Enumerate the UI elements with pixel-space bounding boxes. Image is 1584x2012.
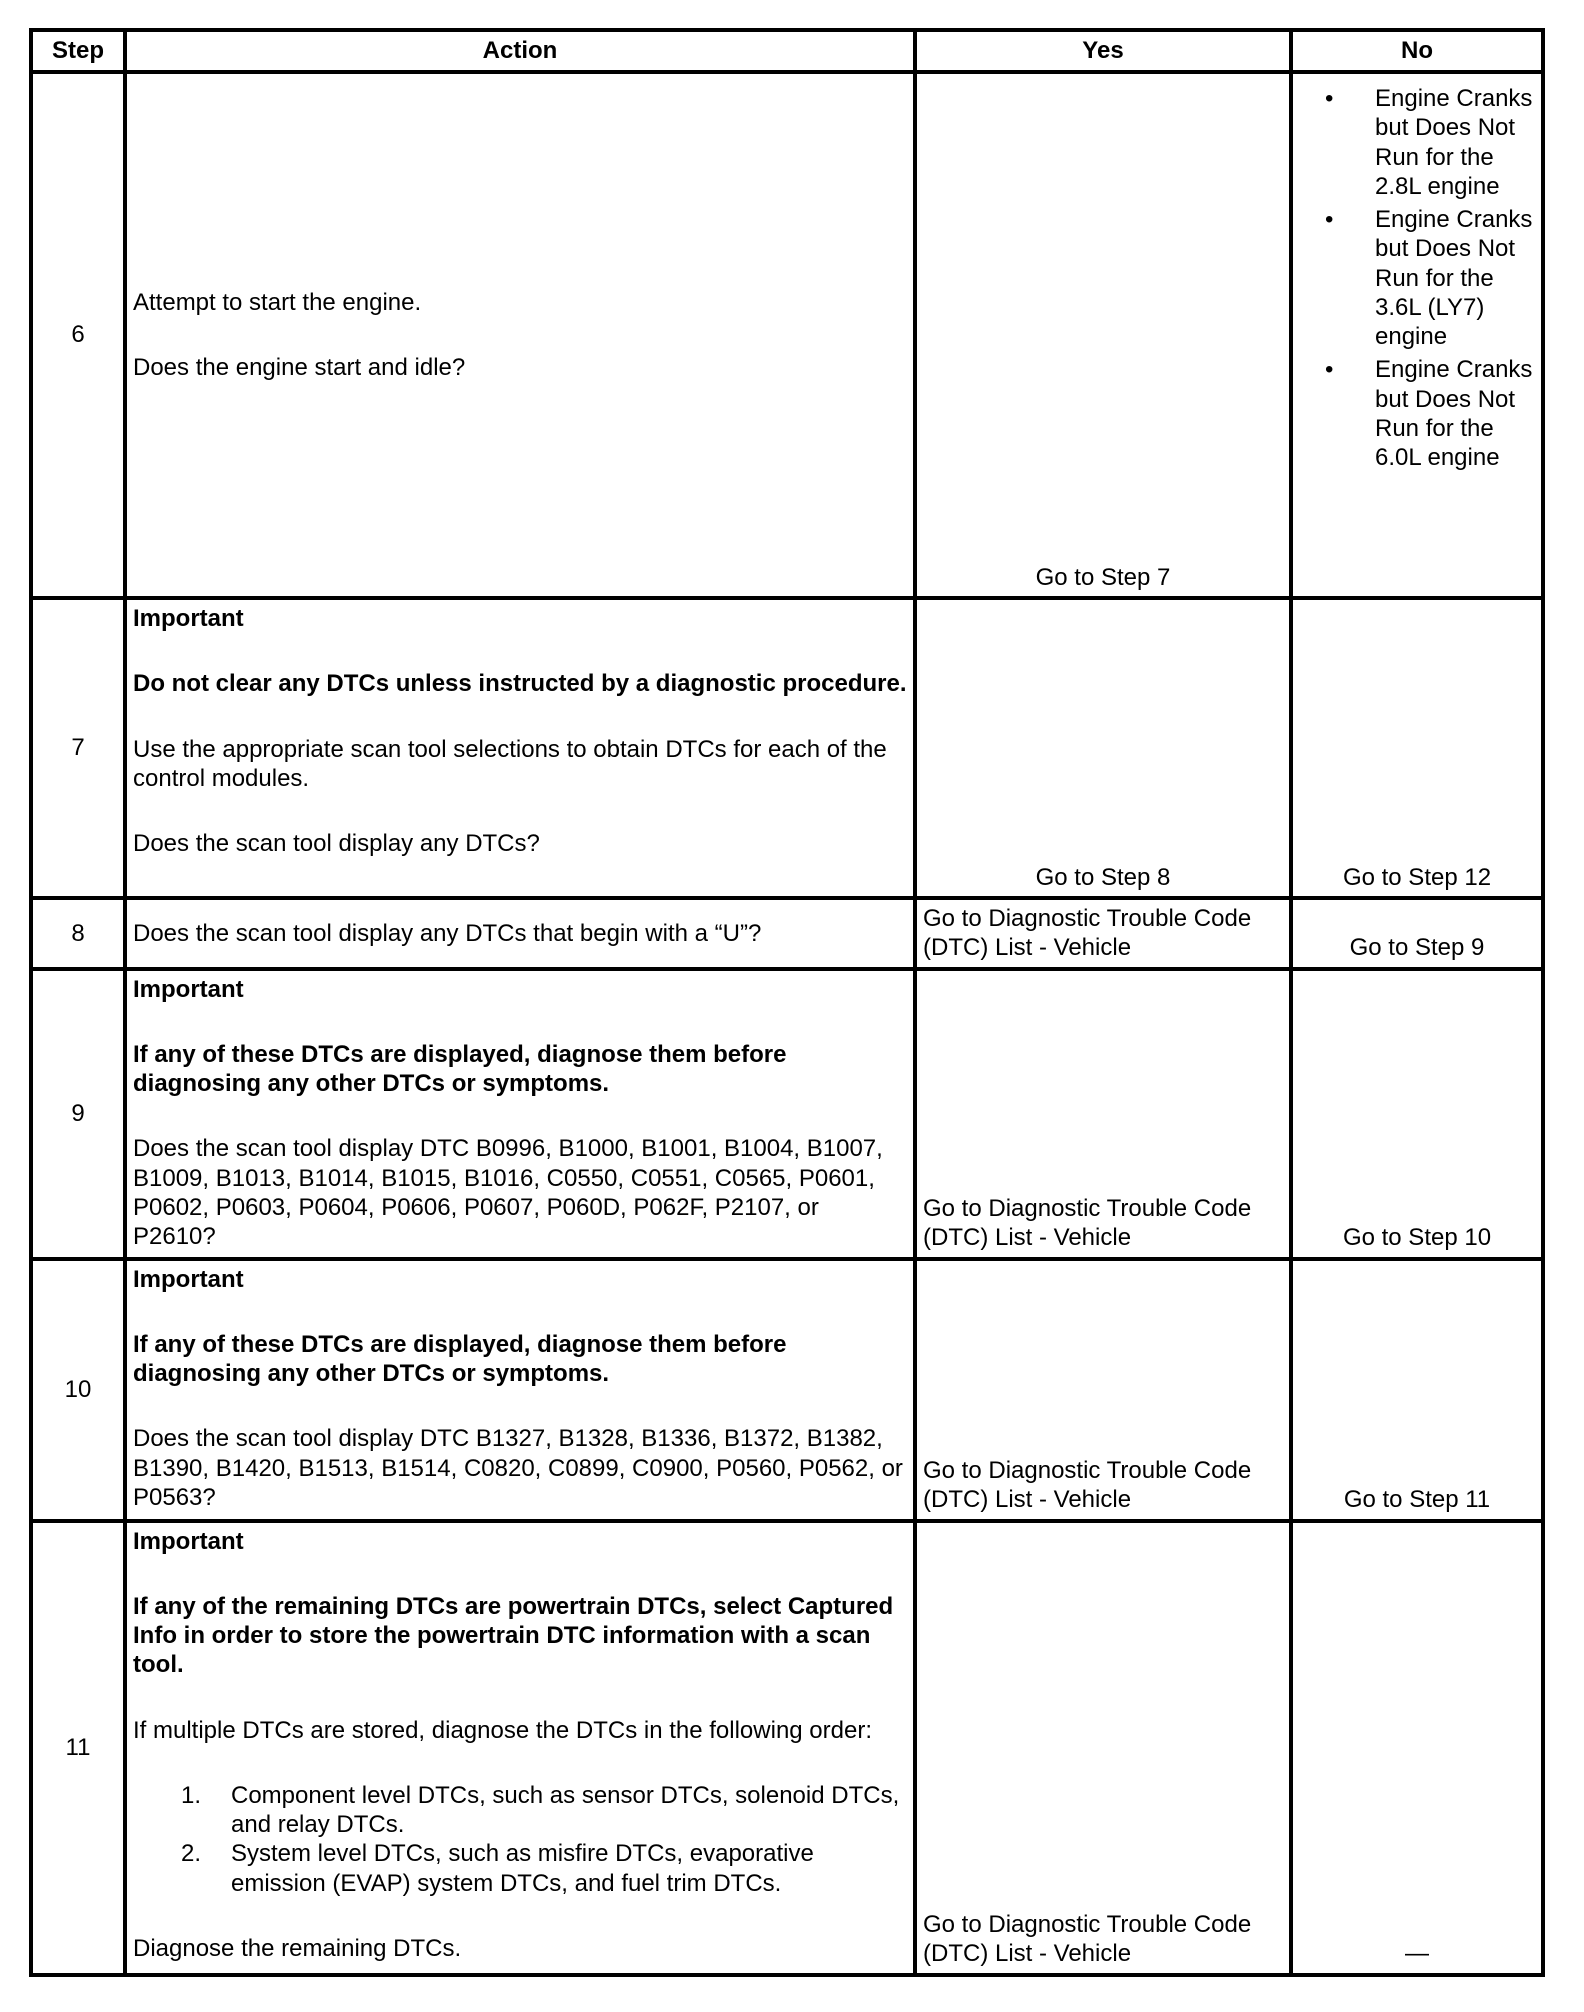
yes-link[interactable]: Go to Diagnostic Trouble Code (DTC) List - Vehicle <box>923 1911 1252 1968</box>
step-number: 9 <box>31 969 125 1259</box>
important-note: Do not clear any DTCs unless instructed by a diagnostic procedure. <box>133 670 907 698</box>
no-options-list <box>1299 84 1535 472</box>
table-row-step-9 <box>31 969 1543 1259</box>
important-label: Important <box>133 1527 244 1555</box>
list-item[interactable]: • Engine Cranks but Does Not Run for the 3.6L (LY7) engine <box>1325 206 1533 351</box>
list-item: 2. System level DTCs, such as misfire DTCs, evaporative emission (EVAP) system DTCs, and fuel trim DTCs. <box>181 1840 814 1897</box>
action-text: If multiple DTCs are stored, diagnose the DTCs in the following order: <box>133 1716 872 1744</box>
bullet-icon: • <box>1325 206 1334 234</box>
step-number: 11 <box>31 1521 125 1975</box>
no-cell <box>1291 72 1543 598</box>
step-number: 6 <box>31 72 125 598</box>
yes-link[interactable]: Go to Diagnostic Trouble Code (DTC) List - Vehicle <box>923 1195 1252 1252</box>
header-row <box>31 30 1543 72</box>
header-action: Action <box>125 30 915 72</box>
yes-cell <box>915 598 1291 898</box>
action-question: Does the engine start and idle? <box>133 354 466 381</box>
header-yes: Yes <box>915 30 1291 72</box>
action-cell <box>125 72 915 598</box>
important-note: If any of the remaining DTCs are powertrain DTCs, select Captured Info in order to store the powertrain DTC information with a scan tool. <box>133 1592 894 1679</box>
yes-link[interactable]: Go to Step 7 <box>1035 563 1171 591</box>
action-question: Diagnose the remaining DTCs. <box>133 1934 462 1962</box>
list-item[interactable]: • Engine Cranks but Does Not Run for the 6.0L engine <box>1325 356 1533 472</box>
yes-cell <box>915 898 1291 969</box>
important-note: If any of these DTCs are displayed, diagnose them before diagnosing any other DTCs or symptoms. <box>133 1040 787 1098</box>
action-cell <box>125 969 915 1259</box>
diagnosis-order-list <box>133 1781 907 1898</box>
table-row-step-7 <box>31 598 1543 898</box>
table-row-step-8 <box>31 898 1543 969</box>
no-link[interactable]: Go to Step 11 <box>1343 1486 1491 1514</box>
yes-cell <box>915 1521 1291 1975</box>
yes-cell <box>915 72 1291 598</box>
action-cell <box>125 1521 915 1975</box>
action-cell <box>125 1259 915 1521</box>
action-question: Does the scan tool display any DTCs? <box>133 830 540 858</box>
yes-cell <box>915 969 1291 1259</box>
yes-link[interactable]: Go to Diagnostic Trouble Code (DTC) List - Vehicle <box>923 1457 1252 1514</box>
yes-link[interactable]: Go to Step 8 <box>1035 863 1171 891</box>
step-number: 8 <box>31 898 125 969</box>
important-note: If any of these DTCs are displayed, diagnose them before diagnosing any other DTCs or symptoms. <box>133 1330 787 1388</box>
no-cell <box>1291 969 1543 1259</box>
yes-link[interactable]: Go to Diagnostic Trouble Code (DTC) List - Vehicle <box>923 905 1252 962</box>
no-link[interactable]: Go to Step 12 <box>1342 863 1492 891</box>
step-number: 7 <box>31 598 125 898</box>
action-question: Does the scan tool display DTC B1327, B1328, B1336, B1372, B1382, B1390, B1420, B1513, B1514, C0820, C0899, C0900, P0560, P0562, or P0563? <box>133 1425 903 1511</box>
action-text: Use the appropriate scan tool selections to obtain DTCs for each of the control modules. <box>133 735 887 792</box>
table-row-step-11 <box>31 1521 1543 1975</box>
step-number: 10 <box>31 1259 125 1521</box>
table-row-step-10 <box>31 1259 1543 1521</box>
no-dash: — <box>1405 1940 1429 1968</box>
list-item[interactable]: • Engine Cranks but Does Not Run for the 2.8L engine <box>1325 85 1533 200</box>
important-label: Important <box>133 1265 244 1293</box>
action-cell <box>125 898 915 969</box>
no-link[interactable]: Go to Step 10 <box>1342 1224 1492 1252</box>
table-row-step-6 <box>31 72 1543 598</box>
no-cell <box>1291 1259 1543 1521</box>
no-cell <box>1291 598 1543 898</box>
action-question: Does the scan tool display DTC B0996, B1000, B1001, B1004, B1007, B1009, B1013, B1014, B1015, B1016, C0550, C0551, C0565, P0601, P0602, P0603, P0604, P0606, P0607, P060D, P062F, P2107, or P2610? <box>133 1135 883 1251</box>
header-step: Step <box>31 30 125 72</box>
yes-cell <box>915 1259 1291 1521</box>
important-label: Important <box>133 975 244 1003</box>
action-cell <box>125 598 915 898</box>
diagnostic-table <box>29 28 1545 1977</box>
list-item: 1. Component level DTCs, such as sensor DTCs, solenoid DTCs, and relay DTCs. <box>181 1781 900 1839</box>
no-cell <box>1291 1521 1543 1975</box>
important-label: Important <box>133 605 244 632</box>
bullet-icon: • <box>1325 85 1334 112</box>
no-link[interactable]: Go to Step 9 <box>1349 934 1485 962</box>
header-no: No <box>1291 30 1543 72</box>
action-question: Does the scan tool display any DTCs that begin with a “U”? <box>133 919 762 947</box>
bullet-icon: • <box>1325 356 1334 384</box>
action-text: Attempt to start the engine. <box>133 288 422 316</box>
no-cell <box>1291 898 1543 969</box>
